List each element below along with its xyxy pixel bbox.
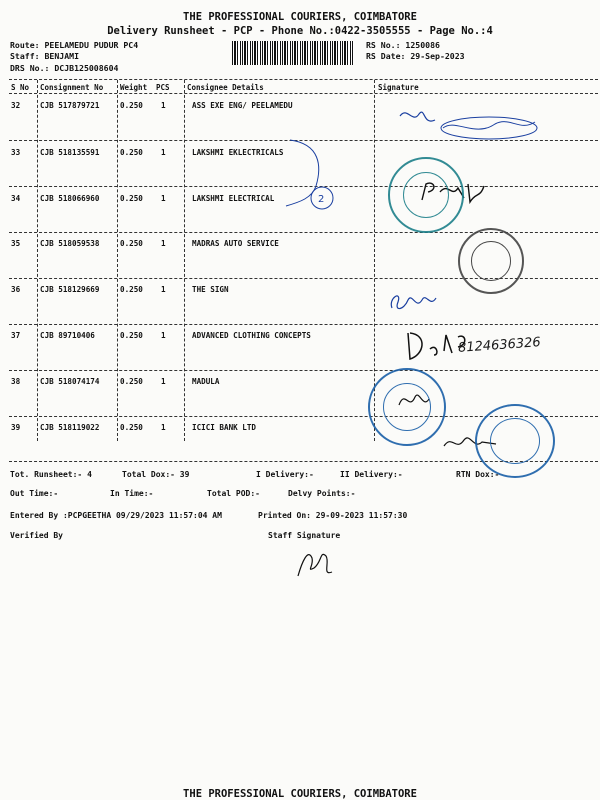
row-sno: 35 xyxy=(11,239,21,248)
row-pcs: 1 xyxy=(161,101,166,110)
column-divider xyxy=(184,80,185,441)
row-pcs: 1 xyxy=(161,423,166,432)
table-top-rule xyxy=(9,79,598,80)
row-sno: 36 xyxy=(11,285,21,294)
row-pcs: 1 xyxy=(161,194,166,203)
row-consignee: THE SIGN xyxy=(192,285,229,294)
row-weight: 0.250 xyxy=(120,194,143,203)
rtn-dox: RTN Dox:- xyxy=(456,470,500,479)
signature-row-32 xyxy=(395,98,545,148)
row-consignment: CJB 518074174 xyxy=(40,377,100,386)
row-pcs: 1 xyxy=(161,377,166,386)
row-sno: 33 xyxy=(11,148,21,157)
runsheet-subtitle: Delivery Runsheet - PCP - Phone No.:0422-3505555 - Page No.:4 xyxy=(107,25,493,37)
col-header-pcs: PCS xyxy=(156,83,170,92)
row-consignment: CJB 517879721 xyxy=(40,101,100,110)
row-consignment: CJB 518066960 xyxy=(40,194,100,203)
staff-signature xyxy=(292,542,342,582)
out-time: Out Time:- xyxy=(10,489,59,498)
row-weight: 0.250 xyxy=(120,423,143,432)
col-header-weight: Weight xyxy=(120,83,148,92)
table-header-rule xyxy=(9,93,598,94)
signature-row-36 xyxy=(386,280,446,320)
row-consignee: ICICI BANK LTD xyxy=(192,423,257,432)
staff-signature-label: Staff Signature xyxy=(268,531,341,540)
row-weight: 0.250 xyxy=(120,239,143,248)
total-runsheet: Tot. Runsheet:- 4 xyxy=(10,470,92,479)
ii-delivery: II Delivery:- xyxy=(340,470,403,479)
row-consignment: CJB 518119022 xyxy=(40,423,100,432)
row-rule xyxy=(9,370,598,371)
staff-label: Staff: BENJAMI xyxy=(10,51,80,61)
row-pcs: 1 xyxy=(161,331,166,340)
col-header-sno: S No xyxy=(11,83,30,92)
i-delivery: I Delivery:- xyxy=(256,470,314,479)
row-pcs: 1 xyxy=(161,285,166,294)
route-label: Route: PEELAMEDU PUDUR PC4 xyxy=(10,40,139,50)
printed-on: Printed On: 29-09-2023 11:57:30 xyxy=(258,511,408,520)
row-weight: 0.250 xyxy=(120,377,143,386)
column-divider xyxy=(117,80,118,441)
row-consignment: CJB 518135591 xyxy=(40,148,100,157)
row-sno: 32 xyxy=(11,101,21,110)
entered-by: Entered By :PCPGEETHA 09/29/2023 11:57:04 AM xyxy=(10,511,222,520)
row-sno: 37 xyxy=(11,331,21,340)
lakshmi-stamp xyxy=(388,157,464,233)
company-title: THE PROFESSIONAL COURIERS, COIMBATORE xyxy=(183,11,417,23)
row-consignee: MADRAS AUTO SERVICE xyxy=(192,239,279,248)
row-consignee: ASS EXE ENG/ PEELAMEDU xyxy=(192,101,293,110)
in-time: In Time:- xyxy=(110,489,154,498)
circled-number: 2 xyxy=(318,194,325,205)
icici-bank-stamp xyxy=(475,404,555,478)
row-weight: 0.250 xyxy=(120,101,143,110)
verified-by: Verified By xyxy=(10,531,63,540)
row-consignee: LAKSHMI ELECTRICAL xyxy=(192,194,275,203)
row-weight: 0.250 xyxy=(120,148,143,157)
row-weight: 0.250 xyxy=(120,285,143,294)
row-weight: 0.250 xyxy=(120,331,143,340)
bottom-company-title: THE PROFESSIONAL COURIERS, COIMBATORE xyxy=(183,788,417,800)
madras-auto-service-stamp xyxy=(458,228,524,294)
rs-number: RS No.: 1250086 xyxy=(366,40,440,50)
column-divider xyxy=(37,80,38,441)
row-sno: 34 xyxy=(11,194,21,203)
row-consignee: MADULA xyxy=(192,377,220,386)
total-dox: Total Dox:- 39 xyxy=(122,470,190,479)
col-header-consignment: Consignment No xyxy=(40,83,104,92)
roghini-minerva-stamp xyxy=(368,368,446,446)
row-rule xyxy=(9,324,598,325)
handwritten-phone: 8124636326 xyxy=(457,335,542,356)
total-pod: Total POD:- xyxy=(207,489,260,498)
row-consignee: ADVANCED CLOTHING CONCEPTS xyxy=(192,331,311,340)
row-sno: 38 xyxy=(11,377,21,386)
rs-date: RS Date: 29-Sep-2023 xyxy=(366,51,465,61)
row-sno: 39 xyxy=(11,423,21,432)
drs-number: DRS No.: DCJB125008604 xyxy=(10,63,119,73)
bracket-annotation xyxy=(280,136,350,216)
barcode-image xyxy=(232,41,354,65)
row-consignment: CJB 518129669 xyxy=(40,285,100,294)
row-pcs: 1 xyxy=(161,148,166,157)
row-consignment: CJB 518059538 xyxy=(40,239,100,248)
delivery-points: Delvy Points:- xyxy=(288,489,356,498)
row-consignee: LAKSHMI EKLECTRICALS xyxy=(192,148,284,157)
col-header-signature: Signature xyxy=(378,83,419,92)
row-pcs: 1 xyxy=(161,239,166,248)
col-header-consignee: Consignee Details xyxy=(187,83,264,92)
row-consignment: CJB 89710406 xyxy=(40,331,95,340)
